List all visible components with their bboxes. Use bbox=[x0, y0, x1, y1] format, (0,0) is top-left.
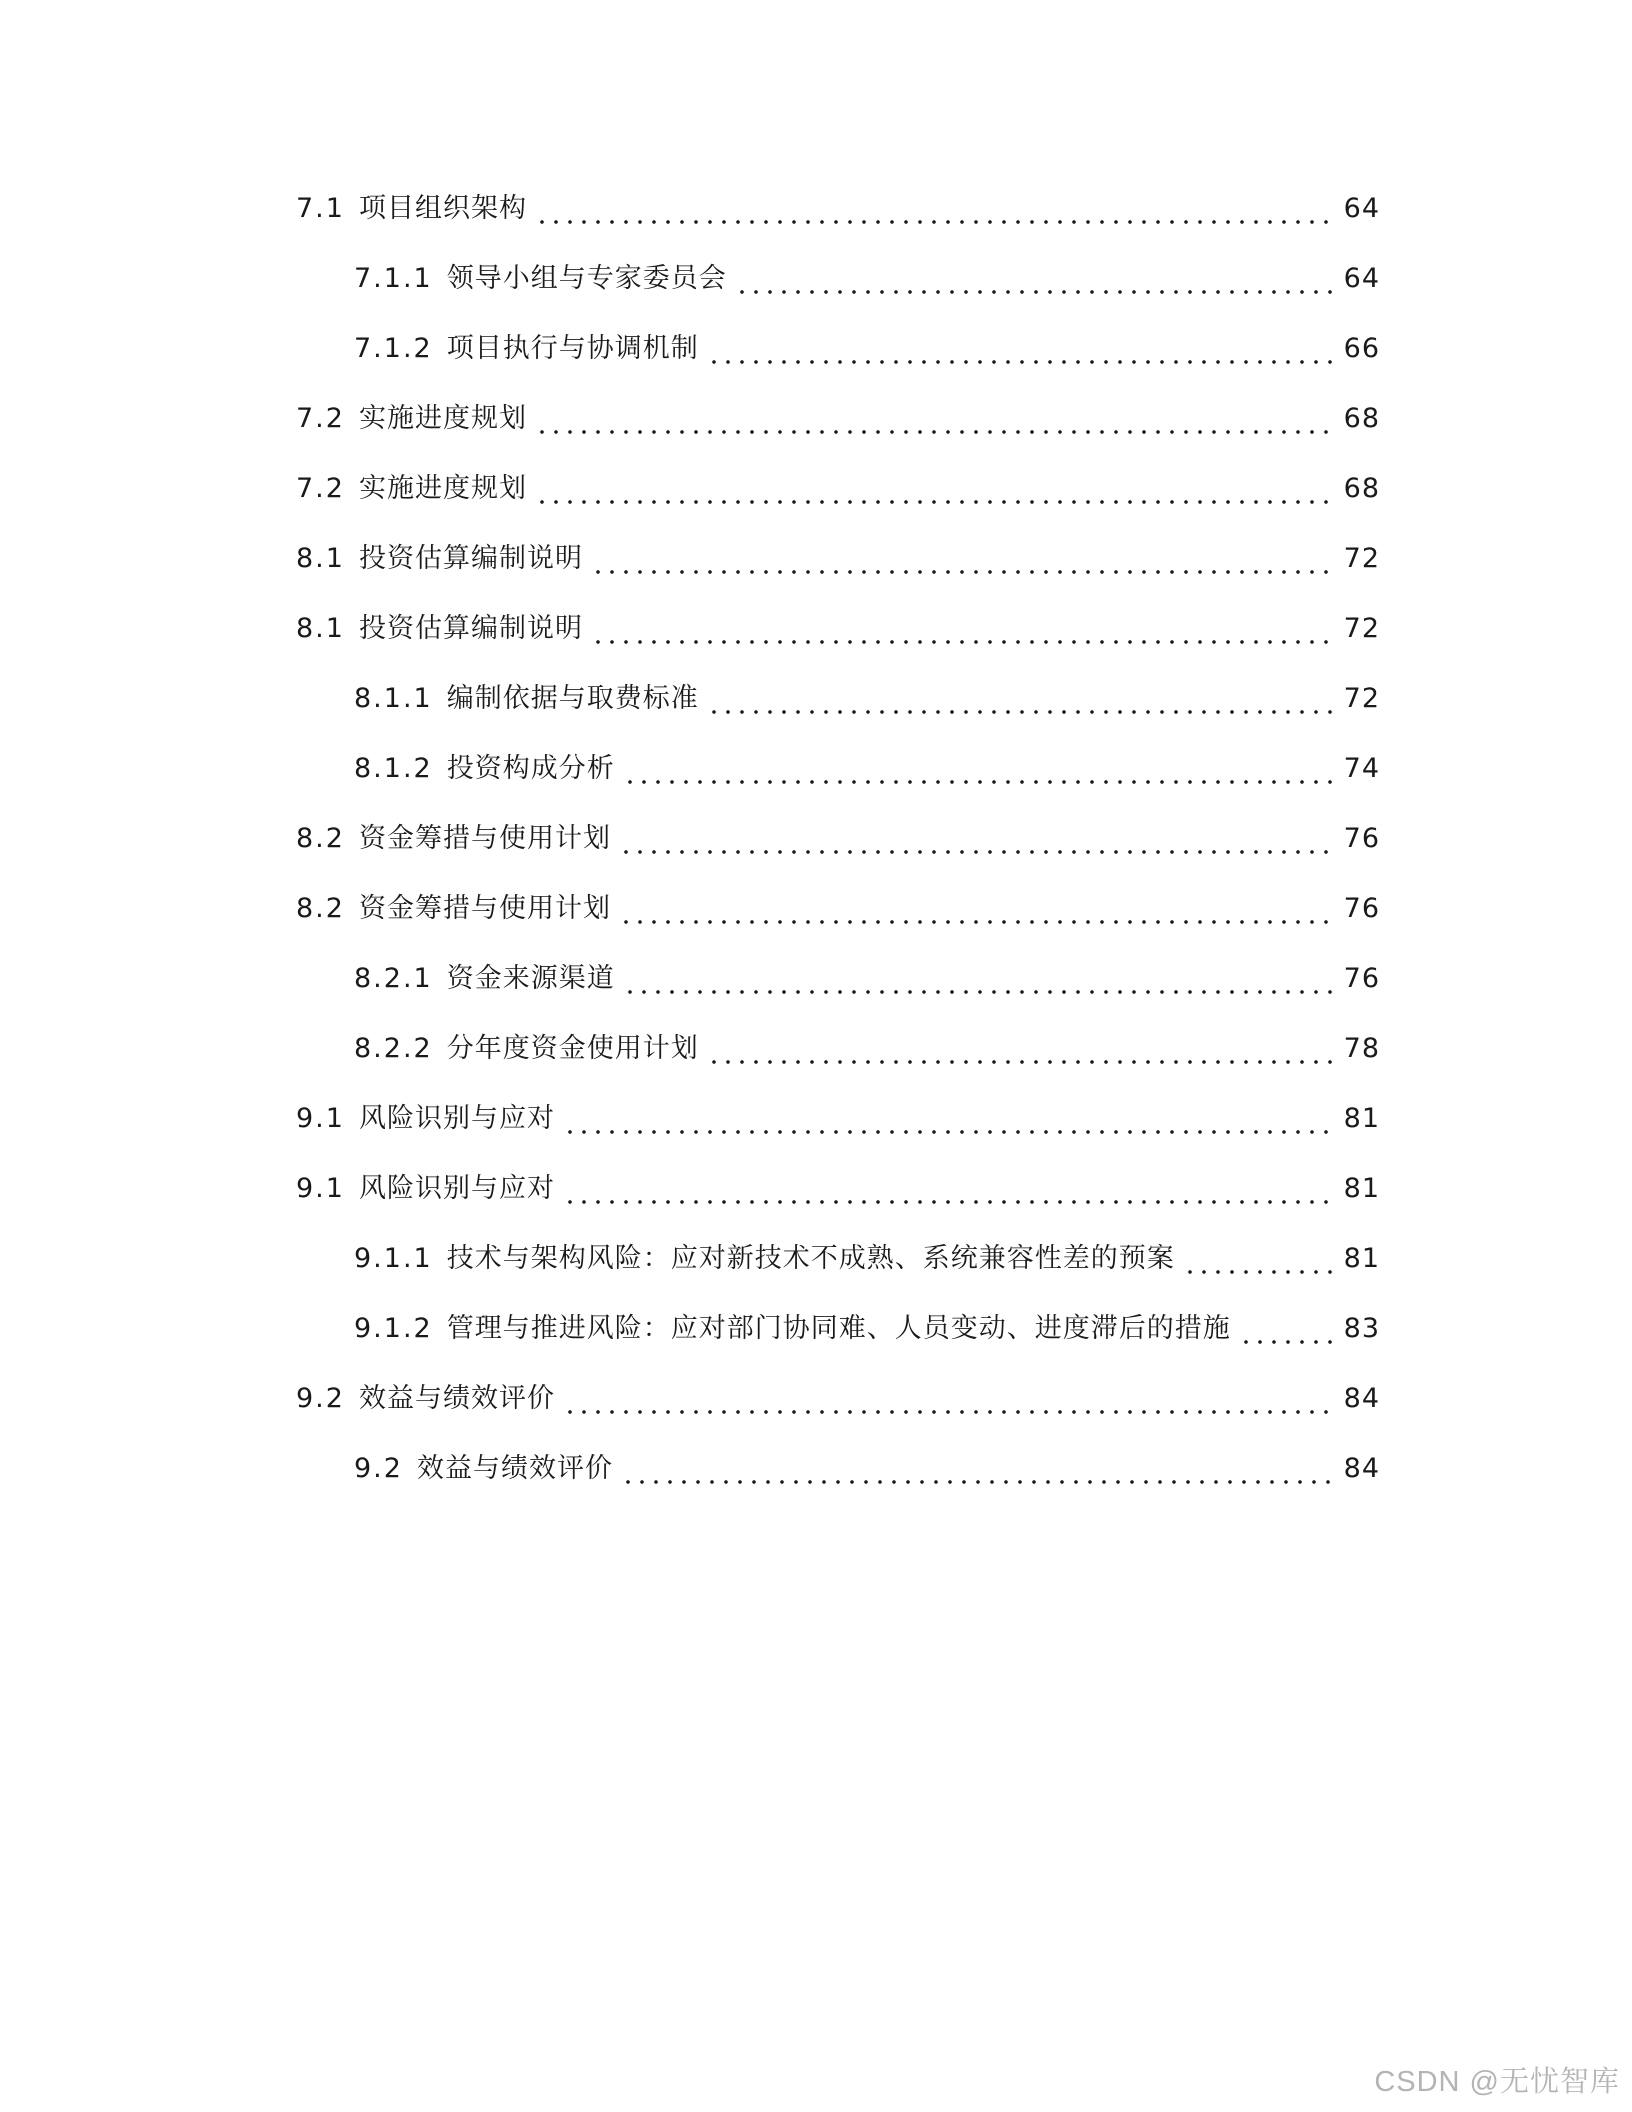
toc-entry-title: 技术与架构风险：应对新技术不成熟、系统兼容性差的预案 bbox=[446, 1243, 1175, 1274]
toc-entry[interactable] bbox=[296, 819, 1380, 859]
toc-entry-number: 7.1 bbox=[296, 193, 345, 224]
toc-entry[interactable] bbox=[296, 469, 1380, 509]
toc-entry-title: 风险识别与应对 bbox=[358, 1103, 555, 1134]
toc-entry-number: 9.1.1 bbox=[354, 1243, 433, 1274]
dot-leader bbox=[619, 819, 1334, 859]
toc-entry[interactable] bbox=[296, 539, 1380, 579]
toc-entry-page: 64 bbox=[1343, 193, 1380, 224]
toc-entry-number: 9.2 bbox=[296, 1383, 345, 1414]
toc-entry[interactable] bbox=[354, 1239, 1380, 1279]
toc-entry-number: 8.1 bbox=[296, 613, 345, 644]
toc-entry-title: 效益与绩效评价 bbox=[358, 1383, 555, 1414]
toc-entry-page: 74 bbox=[1343, 753, 1380, 784]
toc-entry-title: 风险识别与应对 bbox=[358, 1173, 555, 1204]
toc-entry-title: 效益与绩效评价 bbox=[416, 1453, 613, 1484]
dot-leader bbox=[1183, 1239, 1334, 1279]
dot-leader bbox=[707, 679, 1334, 719]
dot-leader bbox=[563, 1099, 1334, 1139]
toc-entry-title: 实施进度规划 bbox=[358, 403, 527, 434]
toc-entry-page: 68 bbox=[1343, 403, 1380, 434]
toc-entry[interactable] bbox=[296, 1379, 1380, 1419]
dot-leader bbox=[1239, 1309, 1334, 1349]
toc-entry-page: 83 bbox=[1343, 1313, 1380, 1344]
toc-entry-title: 分年度资金使用计划 bbox=[446, 1033, 699, 1064]
dot-leader bbox=[735, 259, 1334, 299]
toc-entry[interactable] bbox=[354, 1309, 1380, 1349]
toc-entry-title: 编制依据与取费标准 bbox=[446, 683, 699, 714]
toc-entry-title: 实施进度规划 bbox=[358, 473, 527, 504]
toc-entry[interactable] bbox=[296, 609, 1380, 649]
toc-entry-title: 项目执行与协调机制 bbox=[446, 333, 699, 364]
toc-entry[interactable] bbox=[296, 1099, 1380, 1139]
toc-entry[interactable] bbox=[354, 329, 1380, 369]
dot-leader bbox=[623, 959, 1334, 999]
toc-entry[interactable] bbox=[296, 189, 1380, 229]
toc-entry-page: 66 bbox=[1343, 333, 1380, 364]
dot-leader bbox=[591, 609, 1334, 649]
toc-entry-number: 7.2 bbox=[296, 403, 345, 434]
dot-leader bbox=[535, 469, 1334, 509]
dot-leader bbox=[707, 329, 1334, 369]
toc-entry-page: 81 bbox=[1343, 1103, 1380, 1134]
toc-entry[interactable] bbox=[354, 679, 1380, 719]
toc-entry-page: 64 bbox=[1343, 263, 1380, 294]
toc-entry-number: 8.1 bbox=[296, 543, 345, 574]
toc-entry-page: 72 bbox=[1343, 683, 1380, 714]
dot-leader bbox=[535, 399, 1334, 439]
toc-entry-title: 项目组织架构 bbox=[358, 193, 527, 224]
toc-entry-title: 领导小组与专家委员会 bbox=[446, 263, 727, 294]
toc-entry-number: 9.1 bbox=[296, 1103, 345, 1134]
toc-entry-number: 7.2 bbox=[296, 473, 345, 504]
toc-entry-number: 9.1 bbox=[296, 1173, 345, 1204]
dot-leader bbox=[563, 1169, 1334, 1209]
toc-entry-number: 8.1.2 bbox=[354, 753, 433, 784]
toc-entry-page: 76 bbox=[1343, 823, 1380, 854]
dot-leader bbox=[623, 749, 1334, 789]
toc-entry-title: 投资构成分析 bbox=[446, 753, 615, 784]
toc-entry-number: 8.1.1 bbox=[354, 683, 433, 714]
toc-entry[interactable] bbox=[354, 1449, 1380, 1489]
toc-entry-title: 管理与推进风险：应对部门协同难、人员变动、进度滞后的措施 bbox=[446, 1313, 1231, 1344]
toc-entry-page: 72 bbox=[1343, 543, 1380, 574]
dot-leader bbox=[535, 189, 1334, 229]
toc-entry-number: 9.2 bbox=[354, 1453, 403, 1484]
toc-entry-number: 8.2.1 bbox=[354, 963, 433, 994]
toc-entry-number: 8.2.2 bbox=[354, 1033, 433, 1064]
toc-entry[interactable] bbox=[296, 889, 1380, 929]
toc-entry[interactable] bbox=[296, 1169, 1380, 1209]
toc-entry-number: 7.1.1 bbox=[354, 263, 433, 294]
toc-entry-page: 81 bbox=[1343, 1173, 1380, 1204]
dot-leader bbox=[621, 1449, 1334, 1489]
dot-leader bbox=[707, 1029, 1334, 1069]
toc-entry-number: 8.2 bbox=[296, 893, 345, 924]
toc-entry[interactable] bbox=[296, 399, 1380, 439]
toc-entry-title: 投资估算编制说明 bbox=[358, 543, 583, 574]
dot-leader bbox=[563, 1379, 1334, 1419]
toc-entry-page: 81 bbox=[1343, 1243, 1380, 1274]
toc-entry-page: 76 bbox=[1343, 893, 1380, 924]
toc-entry-page: 72 bbox=[1343, 613, 1380, 644]
toc-entry-title: 资金筹措与使用计划 bbox=[358, 893, 611, 924]
toc-entry-title: 投资估算编制说明 bbox=[358, 613, 583, 644]
toc-entry-number: 7.1.2 bbox=[354, 333, 433, 364]
toc-entry-page: 78 bbox=[1343, 1033, 1380, 1064]
toc-entry[interactable] bbox=[354, 259, 1380, 299]
dot-leader bbox=[591, 539, 1334, 579]
toc-entry[interactable] bbox=[354, 749, 1380, 789]
toc-entry[interactable] bbox=[354, 1029, 1380, 1069]
toc-entry-page: 84 bbox=[1343, 1453, 1380, 1484]
toc-entry-page: 76 bbox=[1343, 963, 1380, 994]
toc-entry-number: 8.2 bbox=[296, 823, 345, 854]
dot-leader bbox=[619, 889, 1334, 929]
toc-entry-page: 68 bbox=[1343, 473, 1380, 504]
toc-entry-number: 9.1.2 bbox=[354, 1313, 433, 1344]
watermark: CSDN @无忧智库 bbox=[1374, 2066, 1620, 2098]
toc-entry-page: 84 bbox=[1343, 1383, 1380, 1414]
toc-entry-title: 资金筹措与使用计划 bbox=[358, 823, 611, 854]
toc-entry-title: 资金来源渠道 bbox=[446, 963, 615, 994]
toc-entry[interactable] bbox=[354, 959, 1380, 999]
